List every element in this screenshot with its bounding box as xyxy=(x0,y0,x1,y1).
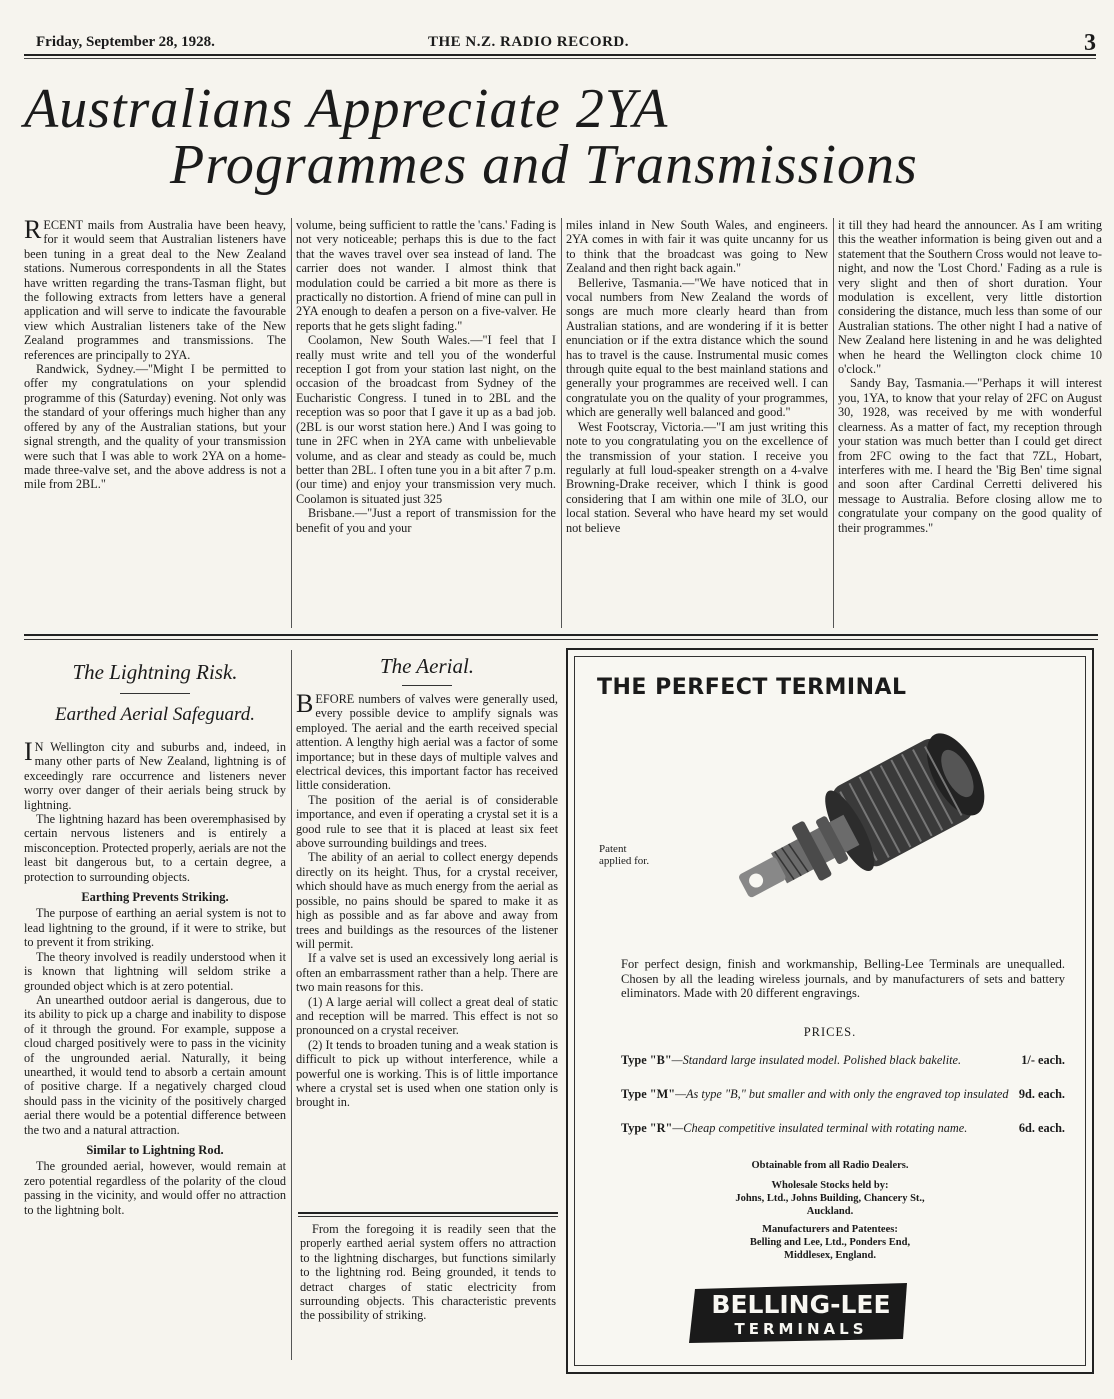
column-rule xyxy=(291,218,292,628)
aerial-paragraph: (2) It tends to broaden tuning and a weak station is difficult to pick up without interference, while a powerful one is working. This is of little importance where a crystal set is used when one station only is brought in. xyxy=(296,1037,558,1110)
advert-prices-heading: PRICES. xyxy=(803,1025,857,1039)
lead-column-1 xyxy=(24,218,286,630)
lightning-body xyxy=(24,740,286,1360)
aerial-paragraph: BEFORE numbers of valves were generally used, every possible device to amplify signals was employed. The aerial and the earth received special attention. A lengthy high aerial was a factor of some importance; but in these days of multiple valves and electrical devices, this important factor has received little consideration. xyxy=(296,692,558,793)
aerial-title: The Aerial. xyxy=(379,654,475,678)
lead-column-4 xyxy=(838,218,1102,630)
aerial-paragraph: The position of the aerial is of considerable importance, and even if operating a crystal set it is a good rule to see that it is placed at least six feet above surrounding buildings and trees. xyxy=(296,792,558,851)
publication-name: THE N.Z. RADIO RECORD. xyxy=(428,34,630,50)
advert-belling-lee xyxy=(566,648,1094,1374)
lead-paragraph: Bellerive, Tasmania.—"We have noticed that in vocal numbers from New Zealand the words of songs are much more clearly heard than from Australian stations, and are wondering if it is better enunciation or if the extra distance which the sound has to travel is the cause. Instrumental music comes through quite equal to the best mainland stations and generally your programmes are received well. I can congratulate you on the quality of your programmes, which are generally well balanced and good." xyxy=(566,275,828,420)
advert-manufacturers-line-1: Belling and Lee, Ltd., Ponders End, xyxy=(749,1237,911,1248)
dropcap: I xyxy=(24,740,33,766)
advert-border xyxy=(574,656,1086,1366)
belling-lee-logo xyxy=(685,1283,917,1343)
lead-paragraph: RECENT mails from Australia have been heavy, for it would seem that Australian listeners have been tuning in a great deal to the New Zealand stations. Numerous correspondents in all the States have written regarding the trans-Tasman flight, but the following extracts from letters have a general application and will serve to indicate the favourable view which Australian listeners take of the New Zealand programmes and transmissions. The references are principally to 2YA. xyxy=(24,218,286,362)
lightning-title: The Lightning Risk. xyxy=(72,660,238,684)
dropcap: B xyxy=(296,692,314,718)
price-value: 6d. each. xyxy=(1018,1121,1065,1135)
price-desc: —As type "B," but smaller and with only the engraved top insulated xyxy=(675,1087,1009,1101)
page-number: 3 xyxy=(1084,30,1096,56)
lightning-header xyxy=(24,660,286,726)
aerial-body xyxy=(296,692,558,1208)
price-type: Type "M" xyxy=(621,1087,676,1101)
aerial-header xyxy=(296,654,558,686)
lightning-subhead-1: Earthing Prevents Striking. xyxy=(81,890,229,905)
price-desc: —Cheap competitive insulated terminal with rotating name. xyxy=(672,1121,968,1135)
price-value: 1/- each. xyxy=(1021,1053,1065,1067)
lightning-paragraph: The lightning hazard has been overemphasised by certain nervous listeners and is entirely a misconception. Protected properly, aerials are not the least bit dangerous but, to a certain degree, a protection to surrounding objects. xyxy=(24,812,286,884)
title-rule xyxy=(120,693,190,694)
advert-body: For perfect design, finish and workmanship, Belling-Lee Terminals are unequalled. Chosen by all the leading wireless journals, and by manufacturers of sets and battery eliminators. Made with 20 different engravings. xyxy=(621,957,1065,1000)
masthead xyxy=(36,30,1096,54)
lead-column-3 xyxy=(566,218,828,630)
lightning-subtitle: Earthed Aerial Safeguard. xyxy=(54,704,255,725)
advert-manufacturers-line-2: Middlesex, England. xyxy=(784,1250,876,1261)
price-row xyxy=(621,1053,1065,1067)
masthead-rule-thin xyxy=(24,58,1096,59)
column-rule xyxy=(291,650,292,1360)
aerial-paragraph: The ability of an aerial to collect energy depends directly on its height. Thus, for a crystal receiver, which should have as much energy from the aerial as possible, no pains should be spared to make it as high as possible and as far above and away from trees and buildings as the resources of the listener will permit. xyxy=(296,850,558,951)
lightning-paragraph: I N Wellington city and suburbs and, indeed, in many other parts of New Zealand, lightning is of exceedingly rare occurrence and listeners never worry over danger of their aerials being struck by lightning. xyxy=(24,740,286,812)
section-rule xyxy=(24,634,1098,636)
column-rule xyxy=(561,218,562,628)
advert-wholesale-line-2: Auckland. xyxy=(806,1206,854,1217)
advert-wholesale-line-1: Johns, Ltd., Johns Building, Chancery St., xyxy=(735,1193,925,1204)
advert-title: THE PERFECT TERMINAL xyxy=(597,675,907,700)
lead-paragraph: Sandy Bay, Tasmania.—"Perhaps it will interest you, 1YA, to know that your relay of 2FC on August 30, 1928, was received by me with wonderful clearness. As a matter of fact, my reception through your station was much better than I could get direct from 2FC owing to the fact that 7ZL, Hobart, interferes with me. I heard the 'Big Ben' time signal and soon after Cardinal Cerretti delivered his message to Australia. Before closing allow me to congratulate your company on the good quality of their programmes." xyxy=(838,376,1102,535)
title-rule xyxy=(402,685,452,686)
lead-paragraph: miles inland in New South Wales, and engineers. 2YA comes in with fair it was quite uncanny for us to think that the broadcast was going to New Zealand and then right back again." xyxy=(566,218,828,276)
price-row xyxy=(621,1087,1065,1101)
aerial-paragraph: If a valve set is used an excessively long aerial is often an embarrassment rather than a help. There are two main reasons for this. xyxy=(296,951,558,995)
terminal-illustration xyxy=(695,697,1025,937)
aerial-boxed-note xyxy=(300,1222,556,1362)
lead-paragraph: Coolamon, New South Wales.—"I feel that I really must write and tell you of the wonderful reception I got from your station last night, on the occasion of the broadcast from Sydney of the Eucharistic Congress. I tuned in to 2BL and the reception was so poor that I gave it up as a bad job. (2BL is our worst station here.) And I was going to tune in 2FC when in 2YA came with unbelievable volume, and as clear and steady as could be, much better than 2BL. I often tune you in a bit after 7 p.m. (our time) and enjoy your transmission very much. Coolamon is situated just 325 xyxy=(296,333,556,506)
advert-patent-note: Patent applied for. xyxy=(599,843,650,867)
advert-wholesale-heading: Wholesale Stocks held by: xyxy=(771,1180,889,1191)
price-row xyxy=(621,1121,1065,1135)
section-rule-thin xyxy=(24,639,1098,640)
masthead-rule xyxy=(24,54,1096,56)
headline-line-2: Programmes and Transmissions xyxy=(170,134,918,196)
lead-column-2 xyxy=(296,218,556,630)
box-rule-thin xyxy=(298,1216,558,1217)
lightning-paragraph: The grounded aerial, however, would remain at zero potential regardless of the polarity of the cloud passing in the vicinity, and would offer no attraction to the lightning bolt. xyxy=(24,1159,286,1217)
column-rule xyxy=(833,218,834,628)
lead-paragraph: Randwick, Sydney.—"Might I be permitted to offer my congratulations on your splendid programme of this (Saturday) evening. Not only was the standard of your offerings much higher than any offered by any of the Australian stations, but your signal strength, and the quality of your transmission were such that I was able to work 2YA on a home-made three-valve set, and the above address is not a mile from 2BL." xyxy=(24,362,286,492)
lightning-subhead-2: Similar to Lightning Rod. xyxy=(86,1142,224,1157)
price-type: Type "B" xyxy=(621,1053,672,1067)
lightning-paragraph: The purpose of earthing an aerial system is not to lead lightning to the ground, if it were to strike, but to prevent it from striking. xyxy=(24,906,286,950)
advert-obtainable: Obtainable from all Radio Dealers. xyxy=(751,1160,909,1171)
box-rule xyxy=(298,1212,558,1214)
lead-paragraph: it till they had heard the announcer. As I am writing this the weather information is being given out and a statement that the Southern Cross would not leave to-night, and now the 'Lost Chord.' Fading as a rule is very slight and then of short duration. Your modulation is excellent, very little distortion considering the distance, much less than some of our Australian stations. The other night I had a native of New Zealand here listening in and he was delighted when he heard the Wellington clock chime 10 o'clock." xyxy=(838,218,1102,377)
lead-paragraph: West Footscray, Victoria.—"I am just writing this note to you congratulating you on the excellence of the transmission of your station. I receive you regularly at full loud-speaker strength on a 4-valve Browning-Drake receiver, which I think is good considering that I am within one mile of 3LO, our local station. Several who have heard my set would not believe xyxy=(566,419,828,535)
lead-paragraph: Brisbane.—"Just a report of transmission for the benefit of you and your xyxy=(296,506,556,535)
aerial-paragraph: (1) A large aerial will collect a great deal of static and reception will be marred. This effect is not so pronounced on a crystal receiver. xyxy=(296,994,558,1038)
lead-paragraph: volume, being sufficient to rattle the 'cans.' Fading is not very noticeable; perhaps this is due to the fact that the waves travel over sea instead of land. The carrier does not wander. I almost think that modulation could be carried a bit more as there is practically no distortion. A friend of mine can pull in 2YA enough to deafen a person on a five-valver. He reports that he gets slight fading." xyxy=(296,218,556,333)
lightning-paragraph: The theory involved is readily understood when it is known that lightning will seldom strike a grounded object which is at zero potential. xyxy=(24,949,286,993)
lightning-paragraph: An unearthed outdoor aerial is dangerous, due to its ability to pick up a charge and inability to dispose of it through the ground. For example, suppose a cloud charged positively were to pass in the vicinity of the ungrounded aerial. Naturally, it being unearthed, it would tend to absorb a certain amount of positive charge. If a negatively charged cloud should pass in the vicinity of the positively charged aerial there would be a potential difference between the two and a natural attraction. xyxy=(24,992,286,1137)
advert-manufacturers-heading: Manufacturers and Patentees: xyxy=(762,1224,898,1235)
price-desc: —Standard large insulated model. Polished black bakelite. xyxy=(671,1053,962,1067)
price-value: 9d. each. xyxy=(1018,1087,1065,1101)
price-type: Type "R" xyxy=(621,1121,673,1135)
logo-text-sub: TERMINALS xyxy=(734,1320,868,1338)
aerial-boxed-paragraph: From the foregoing it is readily seen that the properly earthed aerial system offers no attraction to the lightning discharges, but functions similarly to the lightning rod. Being grounded, it tends to detract charges of static electricity from surrounding objects. This characteristic prevents the possibility of striking. xyxy=(300,1222,556,1323)
headline-line-1: Australians Appreciate 2YA xyxy=(24,78,669,140)
masthead-date: Friday, September 28, 1928. xyxy=(36,34,215,50)
dropcap: R xyxy=(24,218,42,244)
logo-text-main: BELLING-LEE xyxy=(711,1290,891,1319)
